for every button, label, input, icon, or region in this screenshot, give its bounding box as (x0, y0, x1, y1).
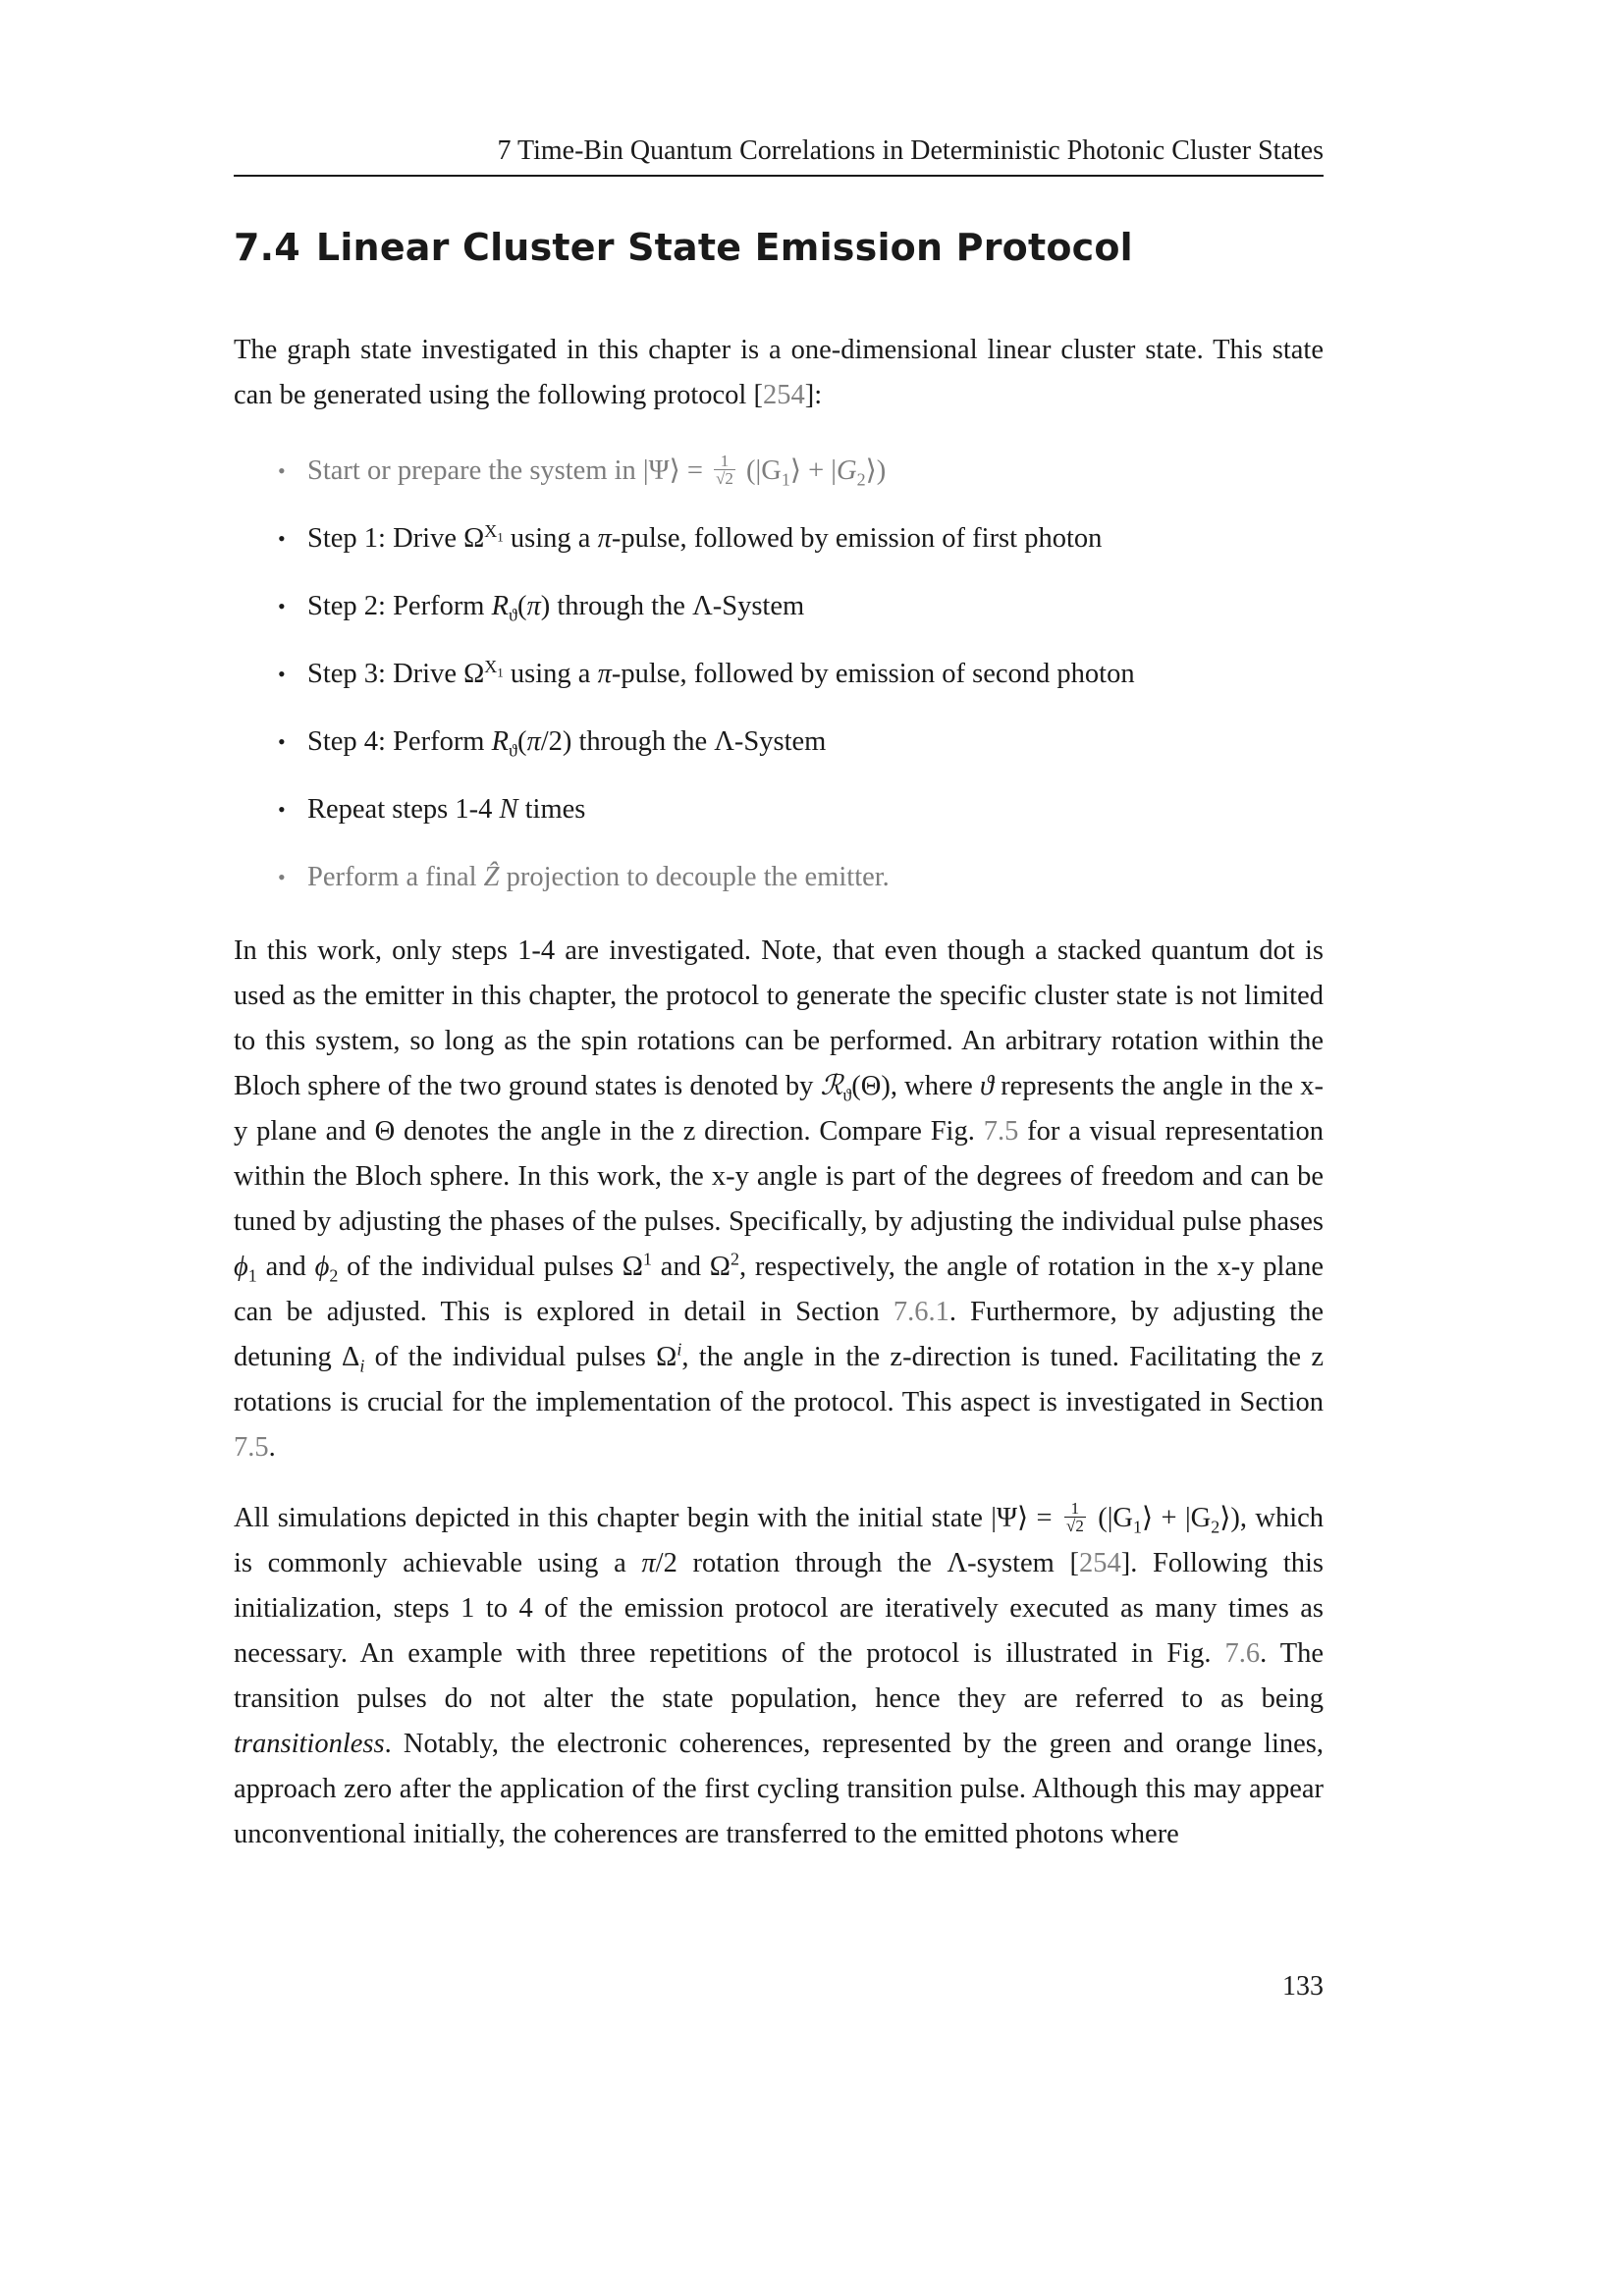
emphasis-text: transitionless (234, 1729, 385, 1759)
body-text: . Furthermore, by adjusting the detuning Δ (234, 1297, 1324, 1372)
body-text: . Notably, the electronic coherences, represented by the green and orange lines, approach zero after the application of the first cycling transition pulse. Although this may appear unconventional initially, the coherences are transferred to the emitted photons where (234, 1729, 1324, 1849)
bullet-text: (|G (738, 455, 782, 486)
math-symbol: R (491, 726, 510, 757)
body-text: for a visual representation within the Bloch sphere. In this work, the x-y angle is part of the degrees of freedom and can be tuned by adjusting the phases of the pulses. Specifically, by adjusting the individual pulse phases (234, 1116, 1324, 1237)
body-text: and Ω (651, 1252, 731, 1282)
subscript: 2 (329, 1265, 339, 1286)
fraction-numerator: 1 (1064, 1500, 1086, 1518)
fraction-numerator: 1 (714, 453, 735, 470)
superscript: 1 (642, 1249, 652, 1269)
section-heading (234, 220, 1133, 275)
intro-paragraph (234, 328, 1324, 418)
body-text: of the individual pulses Ω (364, 1342, 677, 1372)
list-item (234, 850, 1324, 918)
bullet-text: Step 3: Drive Ω (307, 659, 485, 689)
list-item (234, 511, 1324, 579)
body-text: , the angle in the z-direction is tuned. Facilitating the z rotations is crucial for the implementation of the protocol. This aspect is investigated in Section (234, 1342, 1325, 1417)
subscript: 1 (497, 529, 504, 545)
subscript: 1 (781, 469, 790, 490)
math-symbol: π (597, 523, 612, 554)
bullet-text: ) through the Λ-System (540, 591, 805, 621)
bullet-text: ( (516, 591, 527, 621)
superscript: 2 (730, 1249, 739, 1269)
section-reference-link[interactable]: 7.6.1 (893, 1297, 949, 1327)
math-symbol: ϕ (314, 1252, 330, 1282)
body-text: All simulations depicted in this chapter begin with the initial state |Ψ⟩ = (234, 1503, 1060, 1533)
bullet-text: Start or prepare the system in |Ψ⟩ = (307, 455, 711, 486)
body-text: of the individual pulses Ω (338, 1252, 643, 1282)
bullet-icon: • (278, 865, 286, 889)
bullet-text: using a (503, 523, 598, 554)
math-symbol: π (597, 659, 612, 689)
running-header: 7 Time-Bin Quantum Correlations in Deterministic Photonic Cluster States (234, 132, 1324, 177)
figure-reference-link[interactable]: 7.6 (1224, 1638, 1261, 1669)
math-symbol: π (641, 1548, 656, 1578)
subscript: 2 (1211, 1517, 1220, 1537)
page-number: 133 (1282, 1971, 1324, 2002)
bullet-text: using a (503, 659, 598, 689)
math-symbol: ℛ (820, 1071, 843, 1101)
superscript: i (677, 1339, 682, 1360)
body-text: In this work, only steps 1-4 are investigated. Note, that even though a stacked quantum dot is used as the emitter in this chapter, the protocol to generate the specific cluster state is not limited to this system, so long as the spin rotations can be performed. An arbitrary rotation within the Bloch sphere of the two ground states is denoted by (234, 935, 1324, 1101)
list-item (234, 647, 1324, 715)
body-text: /2 rotation through the Λ-system [ (655, 1548, 1079, 1578)
body-text: and (256, 1252, 315, 1282)
fraction-denominator: √2 (1065, 1516, 1084, 1535)
math-symbol: R (491, 591, 510, 621)
bullet-text: -pulse, followed by emission of second photon (611, 659, 1135, 689)
math-symbol: π (526, 591, 541, 621)
body-text: ⟩), which is commonly achievable using a (234, 1503, 1325, 1578)
section-title: Linear Cluster State Emission Protocol (315, 226, 1133, 269)
math-symbol: G (836, 455, 857, 486)
list-item (234, 444, 1324, 511)
citation-link[interactable]: 254 (1078, 1548, 1121, 1578)
bullet-text: ⟩ + | (789, 455, 837, 486)
bullet-text: Step 4: Perform (307, 726, 492, 757)
bullet-text: Perform a final (307, 862, 484, 892)
bullet-text: Step 2: Perform (307, 591, 492, 621)
bullet-text: ( (516, 726, 527, 757)
math-symbol: π (526, 726, 541, 757)
fraction-denominator: √2 (716, 468, 733, 488)
subscript: 1 (497, 665, 504, 680)
body-text: (|G (1089, 1503, 1133, 1533)
subscript: i (359, 1356, 365, 1376)
superscript (484, 656, 504, 680)
subscript: 1 (1133, 1517, 1142, 1537)
intro-text: The graph state investigated in this chapter is a one-dimensional linear cluster state. This state can be generated using the following protocol [ (234, 335, 1324, 410)
math-symbol: ϑ (979, 1071, 994, 1101)
body-text: (Θ), where (851, 1071, 980, 1101)
body-text: ]. Following this initialization, steps 1 to 4 of the emission protocol are iteratively executed as many times as necessary. An example with three repetitions of the protocol is illustrated in Fig. (234, 1548, 1324, 1669)
bullet-text: -pulse, followed by emission of first photon (611, 523, 1103, 554)
figure-reference-link[interactable]: 7.5 (983, 1116, 1019, 1147)
bullet-icon: • (278, 797, 286, 822)
list-item (234, 782, 1324, 850)
body-text: represents the angle in the x-y plane and Θ denotes the angle in the z direction. Compare Fig. (234, 1071, 1324, 1147)
bullet-text: times (517, 794, 586, 825)
fraction (1064, 1500, 1086, 1534)
math-symbol: ϕ (234, 1252, 248, 1282)
body-paragraph (234, 1496, 1324, 1857)
bullet-text: ⟩) (865, 455, 887, 486)
bullet-icon: • (278, 662, 286, 686)
subscript: ϑ (842, 1085, 852, 1105)
bullet-icon: • (278, 729, 286, 754)
section-reference-link[interactable]: 7.5 (234, 1432, 269, 1463)
subscript: ϑ (509, 740, 517, 761)
body-text: . (268, 1432, 276, 1463)
superscript-text: X (484, 520, 498, 541)
citation-link[interactable]: 254 (762, 380, 805, 410)
bullet-icon: • (278, 526, 286, 551)
bullet-text: projection to decouple the emitter. (499, 862, 890, 892)
body-text: ⟩ + |G (1142, 1503, 1212, 1533)
subscript: 2 (856, 469, 866, 490)
superscript (484, 520, 504, 545)
body-paragraph (234, 929, 1324, 1470)
bullet-text: Step 1: Drive Ω (307, 523, 485, 554)
section-number: 7.4 (234, 226, 300, 269)
superscript-text: X (484, 656, 498, 676)
subscript: 1 (247, 1265, 257, 1286)
bullet-icon: • (278, 594, 286, 618)
body-text: , respectively, the angle of rotation in the x-y plane can be adjusted. This is explored in detail in Section (234, 1252, 1325, 1327)
intro-text-end: ]: (804, 380, 823, 410)
math-symbol: N (499, 794, 518, 825)
bullet-icon: • (278, 458, 286, 483)
protocol-list (234, 444, 1324, 918)
subscript: ϑ (509, 605, 517, 625)
bullet-text: Repeat steps 1-4 (307, 794, 500, 825)
body-text: . The transition pulses do not alter the state population, hence they are referred to as being (234, 1638, 1325, 1714)
math-symbol: Ẑ (483, 862, 500, 892)
list-item (234, 715, 1324, 782)
bullet-text: /2) through the Λ-System (540, 726, 827, 757)
list-item (234, 579, 1324, 647)
fraction (714, 453, 735, 487)
